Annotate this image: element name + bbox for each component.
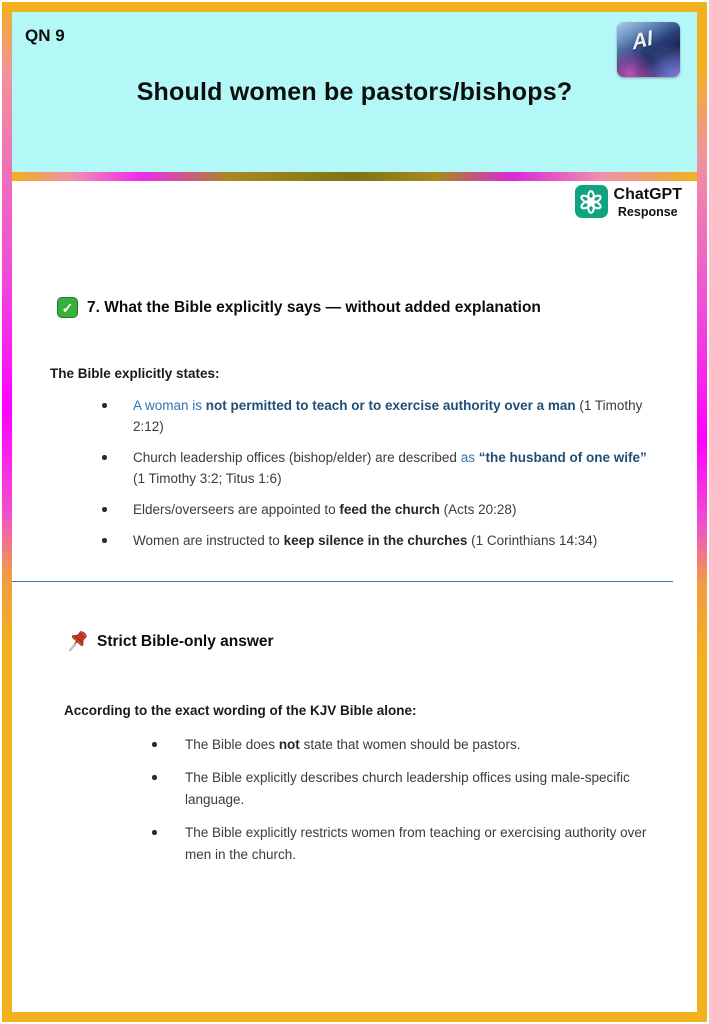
section-divider-line — [12, 581, 673, 582]
bullet-text-segment: The Bible does — [185, 737, 279, 752]
list-item — [100, 530, 658, 551]
bullet-text-segment: keep silence in the churches — [283, 533, 468, 548]
bullet-text-segment: “the husband of one wife” — [478, 450, 647, 465]
bullet-text-segment: not — [278, 737, 300, 752]
header-gradient-strip — [12, 172, 697, 181]
bullet-text-segment: feed the church — [339, 502, 440, 517]
bullet-text-segment: The Bible explicitly restricts women from teaching or exercising authority over men in the church. — [185, 825, 647, 862]
section-answer-intro: According to the exact wording of the KJV Bible alone: — [64, 703, 417, 718]
list-item — [100, 447, 658, 489]
bullet-text-segment: (Acts 20:28) — [439, 502, 517, 517]
question-number-label: QN 9 — [25, 26, 65, 45]
chatgpt-badge-text — [614, 185, 682, 220]
section-bible-heading-row — [57, 297, 541, 318]
check-icon: ✓ — [57, 297, 78, 318]
bullet-text-segment: Church leadership offices (bishop/elder) are described — [133, 450, 461, 465]
bullet-text-segment: (1 Timothy 2:12) — [133, 398, 643, 434]
answer-list — [150, 734, 673, 877]
bullet-text-segment: (1 Corinthians 14:34) — [467, 533, 598, 548]
frame-border-top — [2, 2, 707, 12]
frame-border-bottom — [2, 1012, 707, 1022]
frame-border-left — [2, 2, 12, 1022]
section-bible-intro: The Bible explicitly states: — [50, 366, 220, 381]
section-bible-heading: 7. What the Bible explicitly says — without added explanation — [87, 298, 541, 316]
page-title: Should women be pastors/bishops? — [136, 78, 573, 106]
openai-logo-icon — [575, 185, 608, 218]
bullet-text-segment: A woman is — [133, 398, 206, 413]
bullet-text-segment: state that women should be pastors. — [299, 737, 521, 752]
bullet-text-segment: Women are instructed to — [133, 533, 284, 548]
ai-logo-icon — [617, 22, 680, 77]
list-item — [100, 395, 658, 437]
bullet-text-segment: not permitted to teach or to exercise authority over a man — [205, 398, 576, 413]
pushpin-icon — [66, 629, 89, 654]
chatgpt-response-label: Response — [617, 205, 678, 219]
bullet-text-segment: Elders/overseers are appointed to — [133, 502, 340, 517]
section-answer-heading: Strict Bible-only answer — [97, 632, 274, 650]
list-item — [150, 767, 673, 811]
bullet-text-segment: as — [460, 450, 479, 465]
header — [12, 12, 697, 172]
chatgpt-badge — [575, 185, 682, 220]
list-item — [150, 734, 673, 756]
list-item — [100, 499, 658, 520]
list-item — [150, 822, 673, 866]
bullet-text-segment: (1 Timothy 3:2; Titus 1:6) — [133, 471, 282, 486]
bible-statement-list — [100, 395, 658, 561]
ai-logo-text: AI — [630, 26, 655, 55]
chatgpt-label: ChatGPT — [613, 186, 682, 203]
section-answer-heading-row — [66, 629, 274, 654]
bullet-text-segment: The Bible explicitly describes church leadership offices using male-specific language. — [185, 770, 630, 807]
frame-border-right — [697, 2, 707, 1022]
